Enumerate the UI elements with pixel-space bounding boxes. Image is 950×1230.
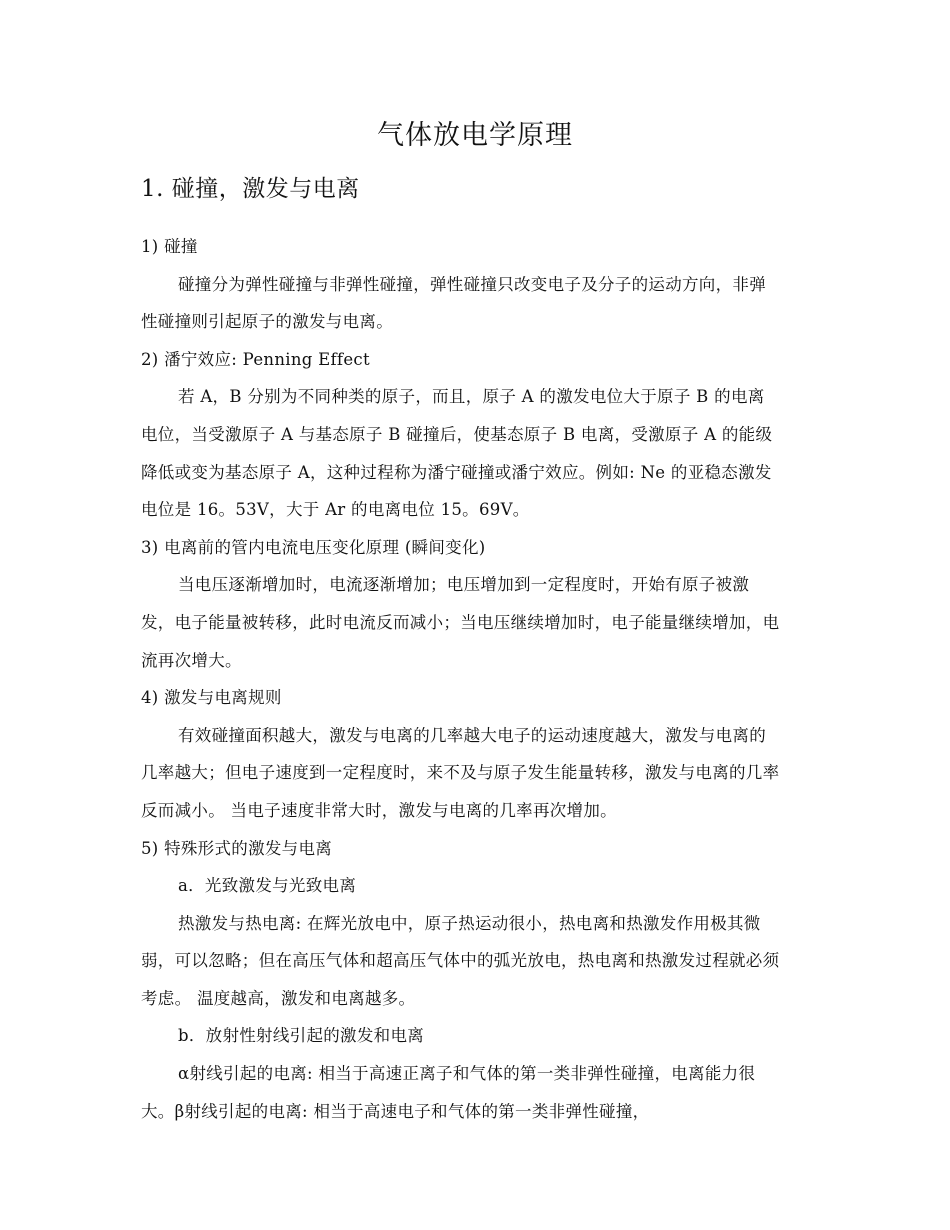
section-heading: 1. 碰撞，激发与电离 [141,176,360,202]
subheading-excitation-rules: 4) 激发与电离规则 [141,688,282,708]
document-body [141,228,781,1130]
list-item-radiation-excitation: b．放射性射线引起的激发和电离 [178,1026,425,1046]
paragraph-excitation-rules: 有效碰撞面积越大，激发与电离的几率越大电子的运动速度越大，激发与电离的几率越大；但电子速度到一定程度时，来不及与原子发生能量转移，激发与电离的几率反而减小。 当电子速度非常大时，激发与电离的几率再次增加。 [141,725,780,820]
subheading-special-forms: 5) 特殊形式的激发与电离 [141,838,333,858]
subheading-penning-effect: 2) 潘宁效应: Penning Effect [141,349,370,369]
subheading-current-voltage: 3) 电离前的管内电流电压变化原理 (瞬间变化) [141,537,486,557]
paragraph-radiation-ionization: α射线引起的电离: 相当于高速正离子和气体的第一类非弹性碰撞，电离能力很大。β射线引起的电离: 相当于高速电子和气体的第一类非弹性碰撞， [141,1064,756,1121]
list-item-photo-excitation: a．光致激发与光致电离 [178,876,357,896]
document-title: 气体放电学原理 [377,120,573,151]
paragraph-thermal-excitation: 热激发与热电离: 在辉光放电中，原子热运动很小，热电离和热激发作用极其微弱，可以忽略；但在高压气体和超高压气体中的弧光放电，热电离和热激发过程就必须考虑。 温度越高，激发和电离越多。 [141,913,780,1008]
paragraph-penning-effect: 若 A，B 分别为不同种类的原子，而且，原子 A 的激发电位大于原子 B 的电离电位，当受激原子 A 与基态原子 B 碰撞后，使基态原子 B 电离，受激原子 A 的能级降低或变为基态原子 A，这种过程称为潘宁碰撞或潘宁效应。例如: Ne 的亚稳态激发电位是 16。53V，大于 Ar 的电离电位 15。69V。 [141,387,773,520]
paragraph-collision: 碰撞分为弹性碰撞与非弹性碰撞，弹性碰撞只改变电子及分子的运动方向，非弹性碰撞则引起原子的激发与电离。 [141,274,766,332]
paragraph-current-voltage: 当电压逐渐增加时，电流逐渐增加；电压增加到一定程度时，开始有原子被激发，电子能量被转移，此时电流反而减小；当电压继续增加时，电子能量继续增加，电流再次增大。 [141,575,780,670]
subheading-collision: 1) 碰撞 [141,237,198,256]
